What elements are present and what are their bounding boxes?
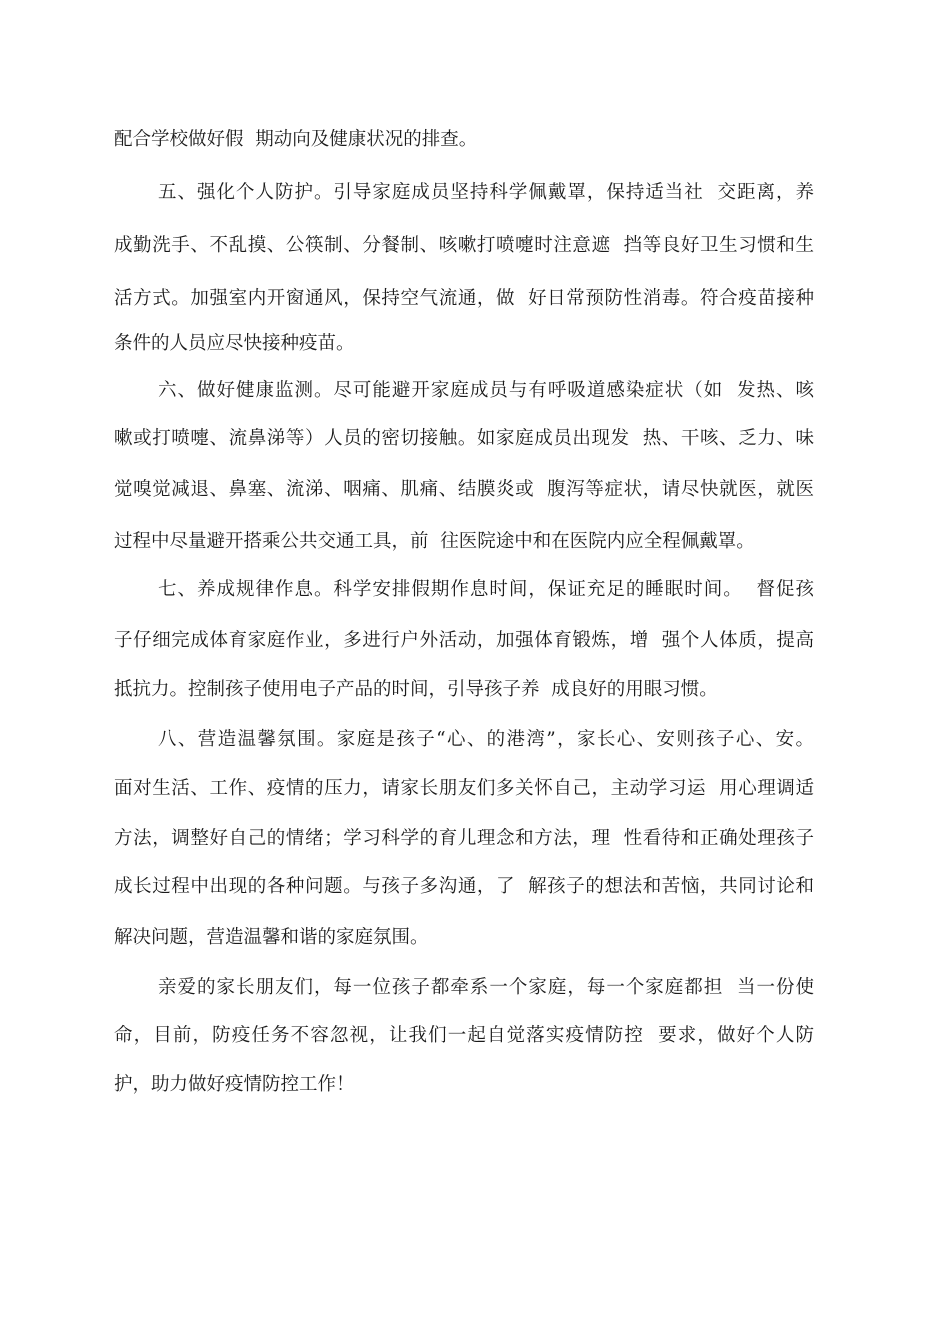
- text-line: 条件的人员应尽快接种疫苗。: [114, 333, 355, 354]
- text-line: 配合学校做好假 期动向及健康状况的排查。: [114, 129, 478, 150]
- text-line: 命，目前，防疫任务不容忽视，让我们一起自觉落实疫情防控 要求，做好个人防: [114, 1025, 814, 1046]
- text-line: 觉嗅觉减退、鼻塞、流涕、咽痛、肌痛、结膜炎或 腹泻等症状，请尽快就医，就医: [114, 479, 814, 500]
- text-line: 方法，调整好自己的情绪；学习科学的育儿理念和方法，理 性看待和正确处理孩子: [114, 828, 814, 849]
- text-line: 嗽或打喷嚏、流鼻涕等）人员的密切接触。如家庭成员出现发 热、干咳、乏力、味: [114, 428, 814, 449]
- text-line: 抵抗力。控制孩子使用电子产品的时间，引导孩子养 成良好的用眼习惯。: [114, 679, 718, 700]
- text-line: 护，助力做好疫情防控工作！: [114, 1074, 355, 1095]
- text-line: 成勤洗手、不乱摸、公筷制、分餐制、咳嗽打喷嚏时注意遮 挡等良好卫生习惯和生: [114, 235, 814, 256]
- text-line: 成长过程中出现的各种问题。与孩子多沟通，了 解孩子的想法和苦恼，共同讨论和: [114, 876, 814, 897]
- text-line: 六、做好健康监测。尽可能避开家庭成员与有呼吸道感染症状（如 发热、咳: [158, 380, 814, 401]
- text-line: 八、营造温馨氛围。家庭是孩子“心、的港湾”，家长心、安则孩子心、安。: [158, 729, 814, 750]
- text-line: 面对生活、工作、疫情的压力，请家长朋友们多关怀自己，主动学习运 用心理调适: [114, 778, 814, 799]
- text-line: 解决问题，营造温馨和谐的家庭氛围。: [114, 927, 429, 948]
- text-line: 过程中尽量避开搭乘公共交通工具，前 往医院途中和在医院内应全程佩戴罩。: [114, 531, 755, 552]
- text-line: 活方式。加强室内开窗通风，保持空气流通，做 好日常预防性消毒。符合疫苗接种: [114, 288, 814, 309]
- text-line: 七、养成规律作息。科学安排假期作息时间，保证充足的睡眠时间。 督促孩: [158, 579, 814, 600]
- text-line: 亲爱的家长朋友们，每一位孩子都牵系一个家庭，每一个家庭都担 当一份使: [158, 977, 814, 998]
- text-line: 子仔细完成体育家庭作业，多进行户外活动，加强体育锻炼，增 强个人体质，提高: [114, 630, 814, 651]
- text-line: 五、强化个人防护。引导家庭成员坚持科学佩戴罩，保持适当社 交距离，养: [158, 182, 814, 203]
